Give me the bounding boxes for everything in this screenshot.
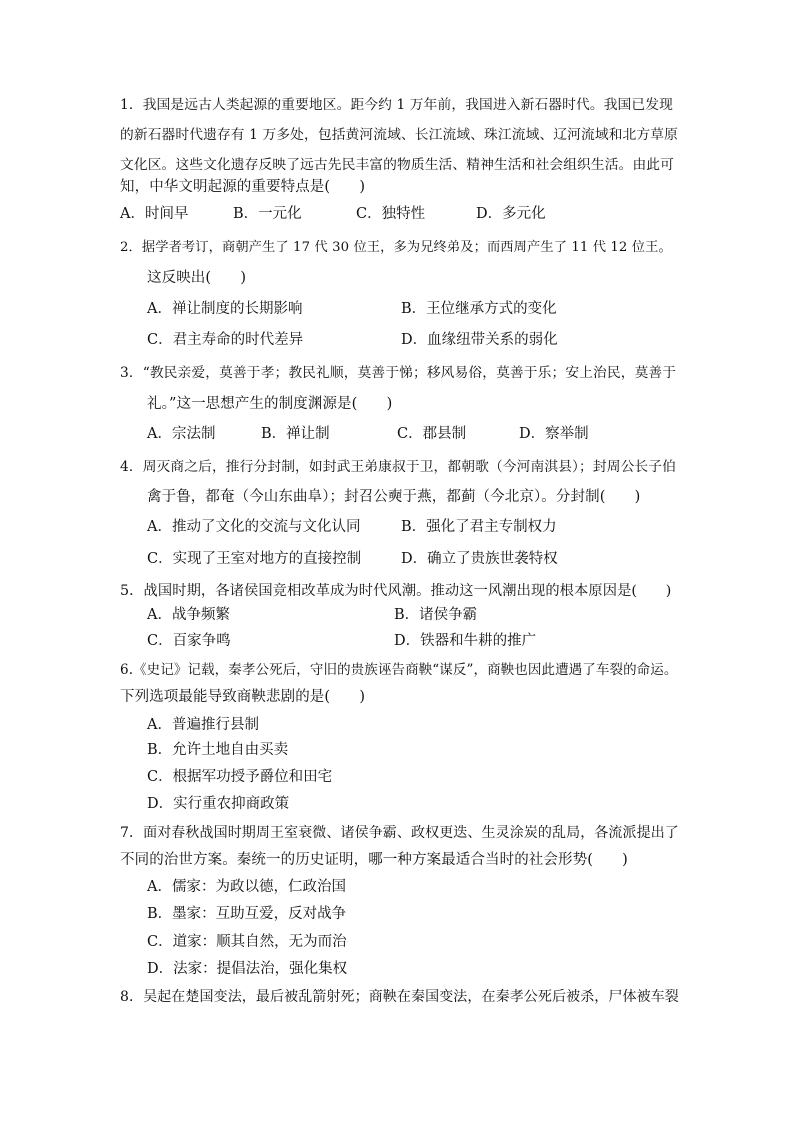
question-7-option-d[interactable]: D．法家：提倡法治，强化集权	[147, 961, 348, 977]
question-5-option-c[interactable]: C．百家争鸣	[147, 633, 231, 649]
question-3-option-b[interactable]: B．禅让制	[261, 426, 330, 442]
question-2-option-b[interactable]: B．王位继承方式的变化	[401, 301, 557, 317]
question-7-option-a[interactable]: A．儒家：为政以德，仁政治国	[147, 879, 346, 895]
question-4-option-d[interactable]: D．确立了贵族世袭特权	[401, 551, 558, 567]
question-6-line-2: 下列选项最能导致商鞅悲剧的是( )	[120, 689, 366, 705]
question-3-option-a[interactable]: A．宗法制	[147, 426, 216, 442]
question-1-line-1: 1．我国是远古人类起源的重要地区。距今约 1 万年前，我国进入新石器时代。我国已发现	[120, 97, 673, 113]
question-5-option-a[interactable]: A．战争频繁	[147, 607, 230, 623]
question-2-option-a[interactable]: A．禅让制度的长期影响	[147, 301, 303, 317]
question-4-option-b[interactable]: B．强化了君主专制权力	[401, 519, 557, 535]
question-6-option-a[interactable]: A．普遍推行县制	[147, 717, 259, 733]
question-3-option-c[interactable]: C．郡县制	[397, 426, 467, 442]
question-2-option-c[interactable]: C．君主寿命的时代差异	[147, 332, 304, 348]
question-1-line-2: 的新石器时代遗存有 1 万多处，包括黄河流域、长江流域、珠江流域、辽河流域和北方草原	[120, 127, 678, 143]
question-4-option-a[interactable]: A．推动了文化的交流与文化认同	[147, 519, 361, 535]
question-8-line-1: 8．吴起在楚国变法，最后被乱箭射死；商鞅在秦国变法，在秦孝公死后被杀，尸体被车裂	[120, 989, 679, 1005]
question-1-line-4: 知，中华文明起源的重要特点是( )	[120, 179, 366, 195]
question-4-line-1: 4．周灭商之后，推行分封制，如封武王弟康叔于卫，都朝歌（今河南淇县）；封周公长子伯	[120, 459, 676, 475]
question-1-line-3: 文化区。这些文化遗存反映了远古先民丰富的物质生活、精神生活和社会组织生活。由此可	[120, 157, 675, 173]
question-2-line-2: 这反映出( )	[147, 270, 247, 286]
question-1-option-b[interactable]: B．一元化	[233, 206, 302, 222]
question-7-line-1: 7．面对春秋战国时期周王室衰微、诸侯争霸、政权更迭、生灵涂炭的乱局，各流派提出了	[120, 825, 679, 841]
question-3-line-1: 3．“教民亲爱，莫善于孝；教民礼顺，莫善于悌；移风易俗，莫善于乐；安上治民，莫善于	[120, 365, 677, 381]
question-3-option-d[interactable]: D．察举制	[519, 426, 589, 442]
question-7-option-c[interactable]: C．道家：顺其自然，无为而治	[147, 934, 347, 950]
question-7-line-2: 不同的治世方案。秦统一的历史证明，哪一种方案最适合当时的社会形势( )	[120, 852, 628, 868]
question-4-line-2: 禽于鲁，都奄（今山东曲阜）；封召公奭于燕，都蓟（今北京）。分封制( )	[147, 489, 641, 505]
question-1-option-a[interactable]: A．时间早	[120, 206, 189, 222]
question-6-line-1: 6.《史记》记载，秦孝公死后，守旧的贵族诬告商鞅“谋反”，商鞅也因此遭遇了车裂的命运。	[120, 662, 678, 678]
question-3-line-2: 礼。”这一思想产生的制度渊源是( )	[147, 396, 393, 412]
question-2-option-d[interactable]: D．血缘纽带关系的弱化	[401, 332, 558, 348]
question-5-line-1: 5．战国时期，各诸侯国竞相改革成为时代风潮。推动这一风潮出现的根本原因是( )	[120, 583, 672, 599]
question-6-option-b[interactable]: B．允许土地自由买卖	[147, 742, 289, 758]
question-7-option-b[interactable]: B．墨家：互助互爱，反对战争	[147, 906, 347, 922]
question-4-option-c[interactable]: C．实现了王室对地方的直接控制	[147, 551, 362, 567]
question-5-option-d[interactable]: D．铁器和牛耕的推广	[394, 633, 537, 649]
question-2-line-1: 2．据学者考订，商朝产生了 17 代 30 位王，多为兄终弟及；而西周产生了 11 代 12 位王。	[120, 240, 672, 255]
question-5-option-b[interactable]: B．诸侯争霸	[394, 607, 478, 623]
question-6-option-c[interactable]: C．根据军功授予爵位和田宅	[147, 769, 333, 785]
question-6-option-d[interactable]: D．实行重农抑商政策	[147, 796, 290, 812]
question-1-option-c[interactable]: C．独特性	[356, 206, 426, 222]
question-1-option-d[interactable]: D．多元化	[476, 206, 546, 222]
